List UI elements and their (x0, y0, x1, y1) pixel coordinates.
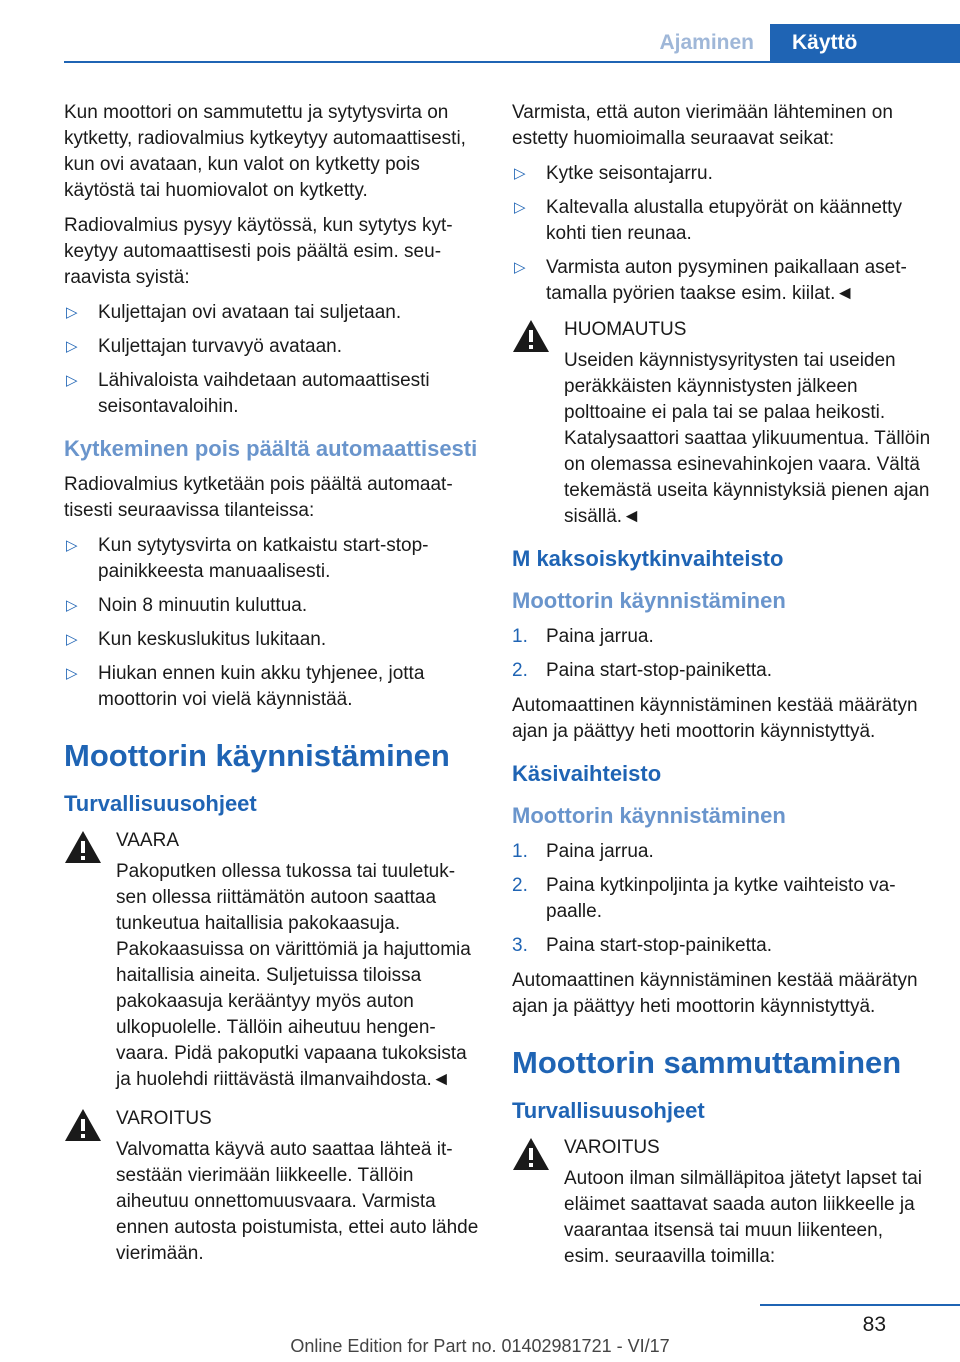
list-item: 1. Paina jarrua. (512, 841, 654, 862)
right-column (512, 100, 932, 1282)
warning-notice (512, 1134, 932, 1270)
list-item: ▷ Kuljettajan turvavyö avataan. (64, 334, 479, 360)
list-item: ▷ Hiukan ennen kuin akku tyhjenee, jotta moottorin voi vielä käynnistää. (64, 661, 479, 713)
list-item: 2. Paina start-stop-painiketta. (512, 660, 773, 681)
list-item: 3. Paina start-stop-painiketta. (512, 935, 773, 956)
paragraph: Varmista, että auton vierimään lähteminen on estetty huomioimalla seuraavat seikat: (512, 102, 893, 149)
numbered-list (512, 624, 932, 684)
paragraph: Kun moottori on sammutettu ja sytytysvirta on kytketty, radiovalmius kytkeytyy automaattisesti, kun ovi avataan, kun valot on kytketty pois käytöstä tai huomiovalot on kytketty. (64, 102, 466, 201)
list-item: 2. Paina kytkinpoljinta ja kytke vaihteisto vapaalle. (512, 875, 896, 922)
subheading-auto-off: Kytkeminen pois päältä automaattisesti (64, 436, 478, 461)
list-item: ▷ Kun keskuslukitus lukitaan. (64, 627, 479, 653)
notice-title: VAROITUS (564, 1137, 660, 1158)
warning-triangle-icon (64, 1107, 102, 1143)
left-column (64, 100, 479, 1279)
warning-triangle-icon (64, 829, 102, 865)
list-item: ▷ Kytke seisontajarru. (512, 161, 932, 187)
header-tabs (643, 24, 960, 62)
list-item: ▷ Kuljettajan ovi avataan tai suljetaan. (64, 300, 479, 326)
subheading-engine-start-manual: Moottorin käynnistäminen (512, 803, 786, 828)
list-item: ▷ Noin 8 minuutin kuluttua. (64, 593, 479, 619)
notice-text: Valvomatta käyvä auto saattaa lähteä itsestään vierimään liikkeelle. Tällöin aiheutuu onnettomuusvaara. Varmista ennen autosta poistumista, ettei auto lähde vierimään. (116, 1139, 479, 1264)
bullet-list (64, 533, 479, 713)
subheading-safety: Turvallisuusohjeet (64, 791, 257, 816)
footer-rule (760, 1304, 960, 1306)
subheading-safety: Turvallisuusohjeet (512, 1098, 705, 1123)
section-heading-engine-start: Moottorin käynnistäminen (64, 738, 450, 773)
list-item: 1. Paina jarrua. (512, 626, 654, 647)
tab-kaytto[interactable]: Käyttö (770, 24, 960, 62)
caution-notice (512, 316, 932, 530)
list-item: ▷ Lähivaloista vaihdetaan automaattisesti seisontavaloihin. (64, 368, 479, 420)
footer-edition: Online Edition for Part no. 01402981721 - VI/17 (290, 1336, 670, 1356)
list-item: ▷ Varmista auton pysyminen paikallaan asettamalla pyörien taakse esim. kiilat.◄ (512, 255, 932, 307)
notice-title: VAARA (116, 830, 180, 851)
tab-ajaminen[interactable]: Ajaminen (643, 24, 770, 62)
notice-title: HUOMAUTUS (564, 319, 687, 340)
paragraph: Radiovalmius kytketään pois päältä automaattisesti seuraavissa tilanteissa: (64, 474, 453, 521)
list-item: ▷ Kun sytytysvirta on katkaistu start-stop-painikkeesta manuaalisesti. (64, 533, 479, 585)
bullet-list (512, 161, 932, 307)
subheading-engine-start-dct: Moottorin käynnistäminen (512, 588, 786, 613)
danger-notice (64, 827, 479, 1093)
paragraph: Automaattinen käynnistäminen kestää määrätyn ajan ja päättyy heti moottorin käynnistyttyä. (512, 970, 918, 1017)
subheading-manual: Käsivaihteisto (512, 761, 662, 786)
bullet-list (64, 300, 479, 420)
warning-triangle-icon (512, 318, 550, 354)
subheading-dct: M kaksoiskytkinvaihteisto (512, 546, 784, 571)
notice-text: Autoon ilman silmälläpitoa jätetyt lapset tai eläimet saattavat saada auton liikkeelle ja vaarantaa itsensä tai muun liikenteen, esim. seuraavilla toimilla: (564, 1168, 923, 1267)
paragraph: Radiovalmius pysyy käytössä, kun sytytys kytkeytyy automaattisesti pois päältä esim. seuraavista syistä: (64, 215, 453, 288)
notice-title: VAROITUS (116, 1108, 212, 1129)
paragraph: Automaattinen käynnistäminen kestää määrätyn ajan ja päättyy heti moottorin käynnistyttyä. (512, 695, 918, 742)
section-heading-engine-stop: Moottorin sammuttaminen (512, 1045, 902, 1080)
page-number: 83 (862, 1313, 886, 1336)
warning-notice (64, 1105, 479, 1267)
header-rule (64, 61, 960, 63)
warning-triangle-icon (512, 1136, 550, 1172)
list-item: ▷ Kaltevalla alustalla etupyörät on käännetty kohti tien reunaa. (512, 195, 932, 247)
numbered-list (512, 839, 932, 959)
notice-text: Useiden käynnistysyritysten tai useiden peräkkäisten käynnistysten jälkeen polttoaine ei pala tai se palaa heikosti. Katalysaattori saattaa ylikuumentua. Tällöin on olemassa esinevahinkojen vaara. Vältä tekemästä useita käynnistyksiä pienen ajan sisällä.◄ (564, 350, 931, 527)
notice-text: Pakoputken ollessa tukossa tai tuuletuksen ollessa riittämätön autoon saattaa tunkeutua haitallisia pakokaasuja. Pakokaasuissa on värittömiä ja hajuttomia haitallisia aineita. Suljetuissa tiloissa pakokaasuja kerääntyy myös auton ulkopuolelle. Tällöin aiheutuu hengenvaara. Pidä pakoputki vapaana tukoksista ja huolehdi riittävästä ilmanvaihdosta.◄ (116, 861, 471, 1090)
